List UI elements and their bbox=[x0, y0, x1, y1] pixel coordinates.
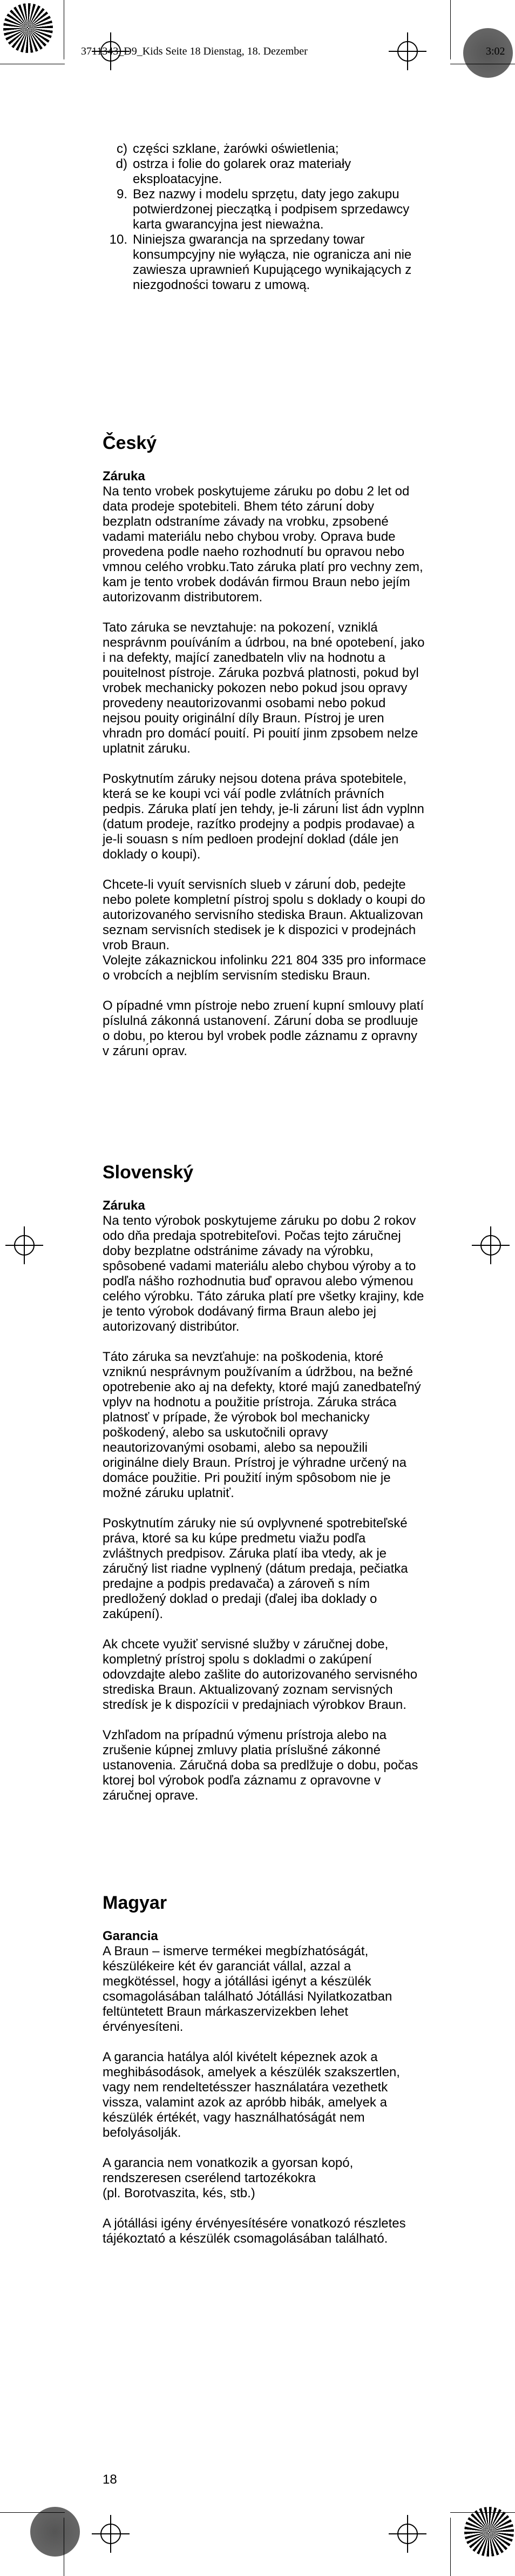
slug-time: 3:02 bbox=[486, 45, 505, 57]
paragraph: Ak chcete využiť servisné služby v záručnej dobe, kompletný prístroj spolu s dokladmi o zakúpení odovzdajte alebo zašlite do autorizovaného servisného strediska Braun. Aktualizovaný zoznam servisných stredísk je k dispozícii v predajniach výrobkov Braun. bbox=[103, 1637, 421, 1712]
paragraph: Na tento vrobek poskytujeme záruku po dobu 2 let od data prodeje spotebiteli. Bhem této zárunı́ doby bezplatn odstraníme závady na vrobku, zpsobené vadami materiálu nebo chybou vroby. Oprava bude provedena podle naeho rozhodnutí bu opravou nebo vmnou celého vrobku.Tato záruka platí pro vechny zem, kam je tento vrobek dodáván firmou Braun nebo jejím autorizovanm distributorem. bbox=[103, 484, 427, 605]
paragraph: Vzhľadom na prípadnú výmenu prístroja alebo na zrušenie kúpnej zmluvy platia príslušné zákonné ustanovenia. Záručná doba sa predlžuje o dobu, počas ktorej bol výrobok podľa záznamu z opravovne v záručnej oprave. bbox=[103, 1728, 422, 1803]
section-title: Magyar bbox=[103, 1893, 167, 1913]
list-item: c) części szklane, żarówki oświetlenia; bbox=[117, 142, 339, 156]
print-slug-header bbox=[81, 45, 507, 58]
crosshair-mark bbox=[92, 2515, 130, 2553]
slug-text: 3711343_D9_Kids Seite 18 Dienstag, 18. Dezember bbox=[81, 45, 308, 57]
paragraph: Na tento výrobok poskytujeme záruku po dobu 2 rokov odo dňa predaja spotrebiteľovi. Počas tejto záručnej doby bezplatne odstránime závady na výrobku, spôsobené vadami materiálu alebo chybou výroby a to podľa nášho rozhodnutia buď opravou alebo výmenou celého výrobku. Táto záruka platí pre všetky krajiny, kde je tento výrobok dodávaný firma Braun alebo jej autorizovaný distribútor. bbox=[103, 1213, 428, 1334]
crosshair-mark bbox=[5, 1226, 43, 1264]
section-subtitle: Garancia bbox=[103, 1929, 158, 1943]
paragraph: Poskytnutím záruky nie sú ovplyvnené spotrebiteľské práva, ktoré sa ku kúpe predmetu viažu podľa zvláštnych predpisov. Záruka platí iba vtedy, ak je záručný list riadne vyplnený (dátum predaja, pečiatka predajne a podpis predavača) a zároveň s ním predložený doklad o predaji (ďalej iba doklady o zakúpení). bbox=[103, 1516, 412, 1621]
crosshair-mark bbox=[389, 2515, 426, 2553]
section-subtitle: Záruka bbox=[103, 1198, 145, 1213]
registration-star-top-left bbox=[3, 3, 53, 53]
list-item: d) ostrza i folie do golarek oraz materiały eksploatacyjne. bbox=[116, 157, 351, 186]
polish-list bbox=[103, 142, 426, 293]
section-title: Český bbox=[103, 433, 157, 453]
crosshair-mark bbox=[472, 1226, 510, 1264]
section-slovensky bbox=[103, 1162, 426, 1819]
paragraph: Tato záruka se nevztahuje: na pokození, vzniklá nesprávnm pouíváním a údrbou, na bné opotebení, jako i na defekty, mající zanedbateln vliv na hodnotu a pouitelnost pístroje. Záruka pozbvá platnosti, pokud byl vrobek mechanicky pokozen nebo pokud jsou opravy provedeny neautorizovanmi osobami nebo pokud nejsou pouity originální díly Braun. Pístroj je uren vhradn pro domácí pouití. Pi pouití jinm zpsobem nelze uplatnit záruku. bbox=[103, 620, 429, 756]
registration-star-bottom-right bbox=[464, 2507, 514, 2557]
paragraph: O pípadné vmn pístroje nebo zruení kupní smlouvy platí píslulná zákonná ustanovení. Zárunı́ doba se prodluuje o dobu, po kterou byl vrobek podle záznamu z opravny v zárunı́ oprav. bbox=[103, 998, 428, 1058]
crop-line bbox=[0, 2512, 65, 2513]
list-item: 10. Niniejsza gwarancja na sprzedany towar konsumpcyjny nie wyłącza, nie ogranicza ani nie zawiesza uprawnień Kupującego wynikających z niezgodności towaru z umową. bbox=[109, 232, 412, 292]
paragraph: A Braun – ismerve termékei megbízhatóságát, készülékeire két év garanciát vállal, azzal a megkötéssel, hogy a jótállási igényt a készülék csomagolásában található Jótállási Nyilatkozatban feltüntetett Braun márkaszervizekben lehet érvényesíteni. bbox=[103, 1944, 396, 2034]
paragraph: A garancia nem vonatkozik a gyorsan kopó, rendszeresen cserélend tartozékokra (pl. Borotvaszita, kés, stb.) bbox=[103, 2156, 354, 2201]
page-number: 18 bbox=[103, 2472, 117, 2487]
crop-line bbox=[450, 2512, 515, 2513]
paragraph: Chcete-li vyuít servisních slueb v zárunı́ dob, pedejte nebo polete kompletní pístroj spolu s doklady o koupi do autorizovaného servisního stediska Braun. Aktualizovan seznam servisních stedisek je k dispozici v prodejnách vrob Braun. Volejte zákaznickou infolinku 221 804 335 pro informace o vrobcích a nejblím servisním stedisku Braun. bbox=[103, 877, 426, 983]
crop-line bbox=[450, 2518, 451, 2576]
paragraph: A garancia hatálya alól kivételt képeznek azok a meghibásodások, amelyek a készülék szakszertlen, vagy nem rendeltetésszer használatára vezethetk vissza, valamint azok az apróbb hibák, amelyek a készülék értékét, vagy használhatóságát nem befolyásolják. bbox=[103, 2050, 404, 2140]
section-subtitle: Záruka bbox=[103, 469, 145, 484]
paragraph: A jótállási igény érvényesítésére vonatkozó részletes tájékoztató a készülék csomagolásában található. bbox=[103, 2216, 410, 2246]
paragraph: Táto záruka sa nevzťahuje: na poškodenia, ktoré vzniknú nesprávnym používaním a údržbou, na bežné opotrebenie ako aj na defekty, ktoré majú zanedbateľný vplyv na hodnotu a použitie prístroja. Záruka stráca platnosť v prípade, že výrobok bol mechanicky poškodený, alebo sa uskutočnili opravy neautorizovanými osobami, alebo sa nepoužili originálne diely Braun. Prístroj je výhradne určený na domáce použitie. Pri použití iným spôsobom nie je možné záruku uplatniť. bbox=[103, 1350, 425, 1500]
list-item: 9. Bez nazwy i modelu sprzętu, daty jego zakupu potwierdzonej pieczątką i podpisem sprzedawcy karta gwarancyjna jest nieważna. bbox=[116, 187, 410, 232]
section-title: Slovenský bbox=[103, 1162, 194, 1183]
section-magyar bbox=[103, 1892, 426, 2262]
paragraph: Poskytnutím záruky nejsou dotena práva spotebitele, která se ke koupi vci váí podle zvlátních právních pedpis. Záruka platí jen tehdy, je-li zárunı́ list ádn vyplnn (datum prodeje, razítko prodejny a podpis prodavae) a je-li souasn s ním pedloen prodejní doklad (dále jen doklady o koupi). bbox=[103, 772, 428, 862]
registration-star-bottom-left bbox=[30, 2507, 80, 2557]
section-cesky bbox=[103, 432, 429, 1074]
